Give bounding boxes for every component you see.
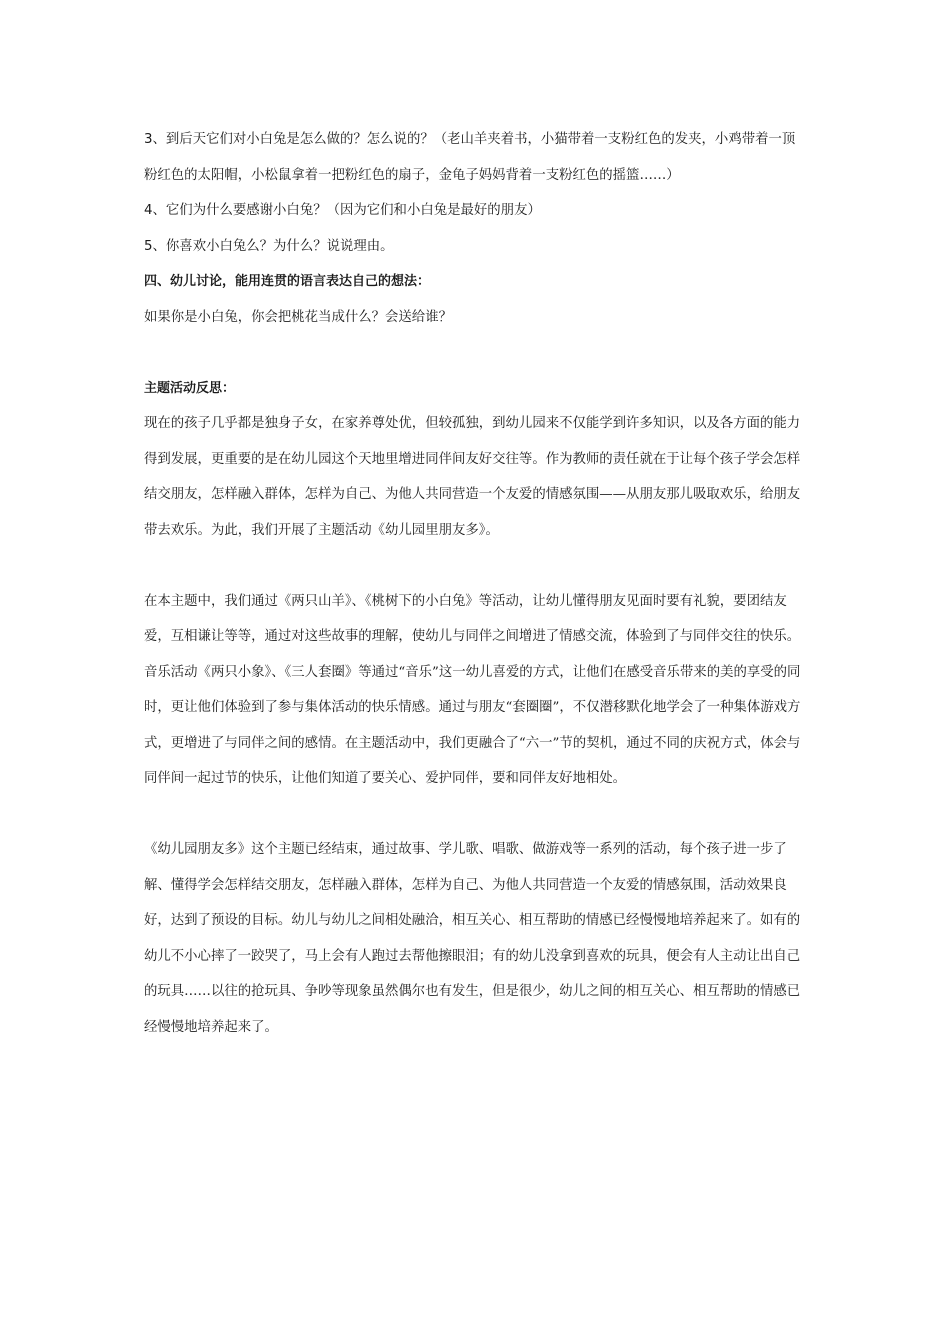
question-text: 、它们为什么要感谢小白兔？（因为它们和小白兔是最好的朋友）: [152, 203, 541, 218]
spacer: [144, 797, 808, 833]
spacer: [144, 335, 808, 371]
reflection-heading: 主题活动反思：: [144, 380, 236, 396]
question-5: [144, 229, 808, 265]
question-4: [144, 193, 808, 229]
question-3: [144, 122, 808, 193]
document-body: [144, 122, 808, 1045]
reflection-paragraph-1: 现在的孩子几乎都是独身子女，在家养尊处优，但较孤独，到幼儿园来不仅能学到许多知识，以及各方面的能力得到发展，更重要的是在幼儿园这个天地里增进同伴间友好交往等。作为教师的责任就在于让每个孩子学会怎样结交朋友，怎样融入群体，怎样为自己、为他人共同营造一个友爱的情感氛围——从朋友那儿吸取欢乐，给朋友带去欢乐。为此，我们开展了主题活动《幼儿园里朋友多》。: [144, 416, 801, 538]
spacer: [144, 548, 808, 584]
question-number: 5: [144, 238, 153, 254]
section-4-text: 如果你是小白兔，你会把桃花当成什么？会送给谁？: [144, 309, 452, 325]
reflection-paragraph-2: 在本主题中，我们通过《两只山羊》、《桃树下的小白兔》等活动，让幼儿懂得朋友见面时要有礼貌，要团结友爱，互相谦让等等，通过对这些故事的理解，使幼儿与同伴之间增进了情感交流，体验到了与同伴交往的快乐。音乐活动《两只小象》、《三人套圈》等通过“音乐”这一幼儿喜爱的方式，让他们在感受音乐带来的美的享受的同时，更让他们体验到了参与集体活动的快乐情感。通过与朋友“套圈圈”，不仅潜移默化地学会了一种集体游戏方式，更增进了与同伴之间的感情。在主题活动中，我们更融合了“六一”节的契机，通过不同的庆祝方式，体会与同伴间一起过节的快乐，让他们知道了要关心、爱护同伴，要和同伴友好地相处。: [144, 593, 801, 786]
reflection-paragraph-3: 《幼儿园朋友多》这个主题已经结束，通过故事、学儿歌、唱歌、做游戏等一系列的活动，每个孩子进一步了解、懂得学会怎样结交朋友，怎样融入群体，怎样为自己、为他人共同营造一个友爱的情感氛围，活动效果良好，达到了预设的目标。幼儿与幼儿之间相处融洽，相互关心、相互帮助的情感已经慢慢地培养起来了。如有的幼儿不小心摔了一跤哭了，马上会有人跑过去帮他擦眼泪；有的幼儿没拿到喜欢的玩具，便会有人主动让出自己的玩具……以往的抢玩具、争吵等现象虽然偶尔也有发生，但是很少，幼儿之间的相互关心、相互帮助的情感已经慢慢地培养起来了。: [144, 842, 801, 1035]
question-text: 、到后天它们对小白兔是怎么做的？怎么说的？（老山羊夹着书，小猫带着一支粉红色的发夹，小鸡带着一顶粉红色的太阳帽，小松鼠拿着一把粉红色的扇子，金龟子妈妈背着一支粉红色的摇篮……）: [144, 132, 796, 183]
question-text: 、你喜欢小白兔么？为什么？说说理由。: [152, 238, 394, 254]
question-number: 3: [144, 132, 153, 147]
section-4-heading: 四、幼儿讨论，能用连贯的语言表达自己的想法：: [144, 274, 431, 289]
question-number: 4: [144, 203, 153, 218]
